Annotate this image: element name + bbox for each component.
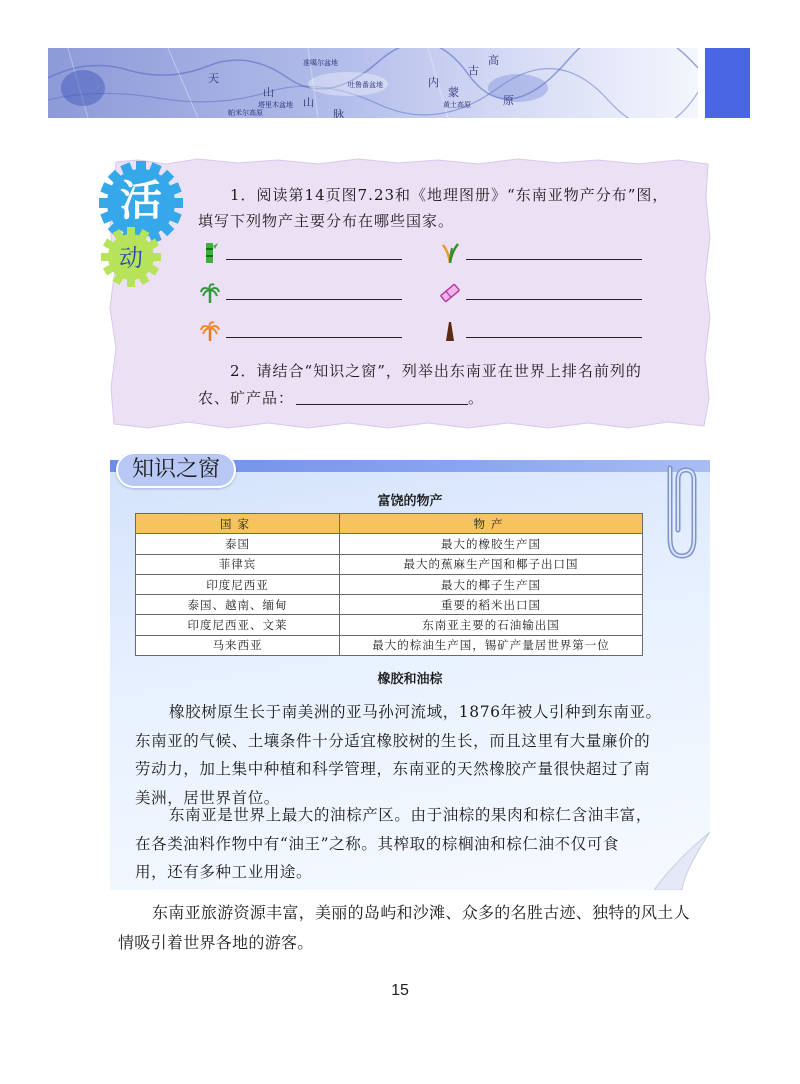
fill-row-rice xyxy=(440,242,642,264)
product-cell: 重要的稻米出口国 xyxy=(340,595,643,615)
section-title: 橡胶和油棕 xyxy=(377,672,443,687)
paperclip-icon xyxy=(656,460,706,562)
rubber-eraser-icon xyxy=(440,282,460,304)
paragraph-line: 东南亚旅游资源丰富，美丽的岛屿和沙滩、众多的名胜古迹、独特的风土人 xyxy=(152,903,690,922)
paragraph-line: 东南亚是世界上最大的油棕产区。由于油棕的果肉和棕仁含油丰富， xyxy=(169,806,653,824)
coconut-palm-icon xyxy=(200,282,220,304)
fill-row-rubber xyxy=(440,282,642,304)
page-number: 15 xyxy=(391,982,409,999)
country-cell: 泰国 xyxy=(136,534,340,554)
activity-question-2-line-2 xyxy=(198,385,484,411)
question-2-suffix: 。 xyxy=(468,389,485,407)
table-row xyxy=(136,574,643,594)
answer-blank[interactable] xyxy=(466,286,642,300)
paragraph-line: 用，还有多种工业用途。 xyxy=(135,863,313,881)
table-row xyxy=(136,635,643,655)
tourism-paragraph xyxy=(118,898,706,958)
table-header-row xyxy=(136,514,643,534)
map-label: 脉 xyxy=(333,108,344,118)
map-label: 山 xyxy=(263,86,274,99)
activity-question-1-line-2: 填写下列物产主要分布在哪些国家。 xyxy=(198,212,455,230)
paragraph-line: 东南亚的气候、土壤条件十分适宜橡胶树的生长，而且这里有大量廉价的 xyxy=(135,731,651,750)
map-label: 吐鲁番盆地 xyxy=(348,81,383,89)
map-label: 原 xyxy=(503,94,514,107)
chapter-tab xyxy=(705,48,750,118)
country-cell: 印度尼西亚 xyxy=(136,574,340,594)
paragraph-line: 在各类油料作物中有“油王”之称。其榨取的棕榈油和棕仁油不仅可食 xyxy=(135,834,619,853)
rubber-paragraph xyxy=(135,698,683,812)
table-row xyxy=(136,615,643,635)
table-row xyxy=(136,595,643,615)
fill-row-sugarcane xyxy=(200,242,402,264)
rice-icon xyxy=(440,242,460,264)
paragraph-line: 劳动力，加上集中种植和科学管理，东南亚的天然橡胶产量很快超过了南 xyxy=(135,760,651,778)
table-row xyxy=(136,534,643,554)
activity-question-1-line-1: 1．阅读第14页图7.23和《地理图册》“东南亚物产分布”图， xyxy=(230,186,669,204)
country-cell: 泰国、越南、缅甸 xyxy=(136,595,340,615)
map-label: 蒙 xyxy=(448,86,459,99)
map-label: 内 xyxy=(428,76,439,89)
activity-question-2-line-1: 2．请结合“知识之窗”，列举出东南亚在世界上排名前列的 xyxy=(230,362,642,380)
map-label: 山 xyxy=(303,96,314,109)
map-label: 准噶尔盆地 xyxy=(303,59,338,67)
answer-blank[interactable] xyxy=(226,246,402,260)
table-row xyxy=(136,554,643,574)
country-cell: 印度尼西亚、文莱 xyxy=(136,615,340,635)
column-header-country: 国家 xyxy=(136,514,340,534)
answer-blank[interactable] xyxy=(466,246,642,260)
map-label: 帕米尔高原 xyxy=(228,109,263,117)
oil-palm-paragraph xyxy=(135,801,683,887)
map-label: 天 xyxy=(208,72,219,85)
product-cell: 最大的椰子生产国 xyxy=(340,574,643,594)
fill-row-petroleum xyxy=(440,320,642,342)
paragraph-line: 橡胶树原生长于南美洲的亚马孙河流域，1876年被人引种到东南亚。 xyxy=(169,703,662,721)
country-cell: 菲律宾 xyxy=(136,554,340,574)
oil-palm-icon xyxy=(200,320,220,342)
fill-row-oil-palm xyxy=(200,320,402,342)
products-table xyxy=(135,513,643,656)
map-label: 高 xyxy=(488,54,499,67)
product-cell: 最大的橡胶生产国 xyxy=(340,534,643,554)
product-cell: 最大的棕油生产国，锡矿产量居世界第一位 xyxy=(340,635,643,655)
answer-blank[interactable] xyxy=(296,391,468,405)
oil-derrick-icon xyxy=(440,320,460,342)
sugarcane-icon xyxy=(200,242,220,264)
country-cell: 马来西亚 xyxy=(136,635,340,655)
column-header-product: 物产 xyxy=(340,514,643,534)
activity-badge-char: 动 xyxy=(119,244,143,272)
paragraph-line: 美洲，居世界首位。 xyxy=(135,788,280,807)
question-2-prefix: 农、矿产品： xyxy=(198,389,295,407)
answer-blank[interactable] xyxy=(226,286,402,300)
product-cell: 东南亚主要的石油输出国 xyxy=(340,615,643,635)
answer-blank[interactable] xyxy=(466,324,642,338)
knowledge-window-label: 知识之窗 xyxy=(116,452,236,488)
activity-badge-char: 活 xyxy=(119,176,162,225)
header-map-banner xyxy=(48,48,698,118)
map-label: 塔里木盆地 xyxy=(258,101,293,109)
table-title: 富饶的物产 xyxy=(377,494,443,509)
fill-row-coconut xyxy=(200,282,402,304)
paragraph-line: 情吸引着世界各地的游客。 xyxy=(118,933,314,952)
map-label: 古 xyxy=(468,64,479,77)
answer-blank[interactable] xyxy=(226,324,402,338)
map-label: 黄土高原 xyxy=(443,101,471,109)
product-cell: 最大的蕉麻生产国和椰子出口国 xyxy=(340,554,643,574)
